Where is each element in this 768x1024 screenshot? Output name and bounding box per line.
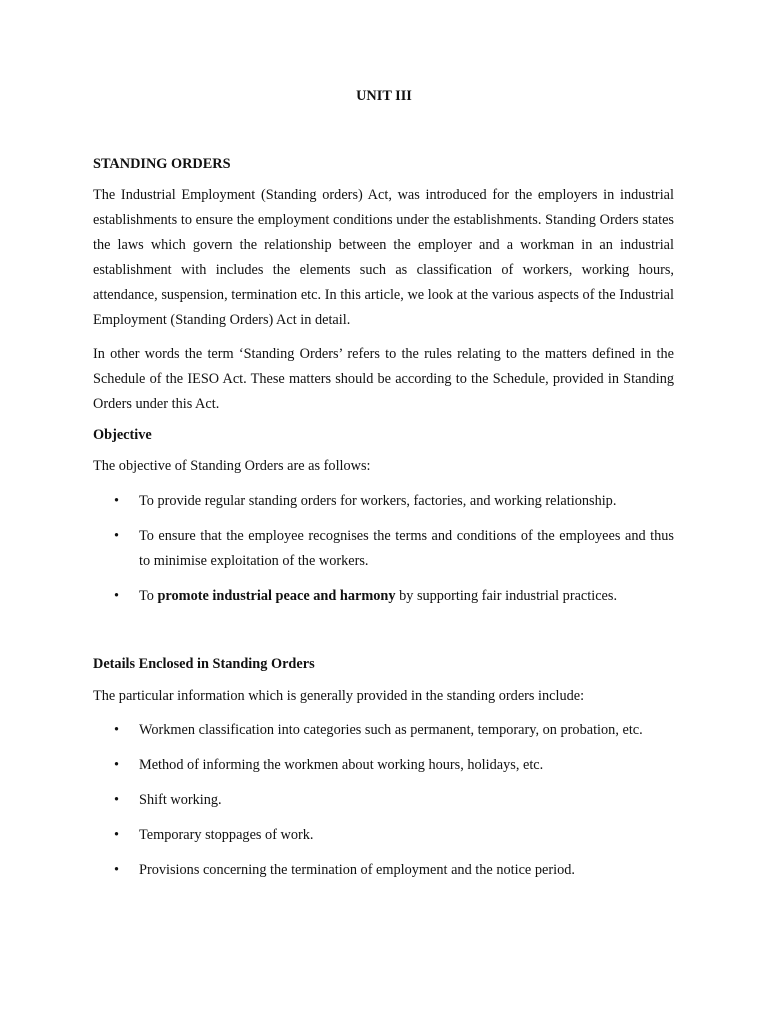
bullet-icon: • bbox=[114, 792, 120, 808]
list-item-emphasis: promote industrial peace and harmony bbox=[157, 588, 396, 604]
details-list bbox=[93, 718, 674, 883]
unit-title: UNIT III bbox=[356, 88, 412, 104]
list-item bbox=[93, 524, 674, 574]
list-item-text: Provisions concerning the termination of employment and the notice period. bbox=[139, 862, 575, 878]
list-item-text: Temporary stoppages of work. bbox=[139, 827, 314, 843]
list-item-text: Workmen classification into categories such as permanent, temporary, on probation, etc. bbox=[139, 722, 643, 738]
bullet-icon: • bbox=[114, 722, 120, 738]
bullet-icon: • bbox=[114, 528, 120, 544]
list-item-text: Method of informing the workmen about working hours, holidays, etc. bbox=[139, 757, 544, 773]
list-item bbox=[93, 823, 674, 848]
details-intro: The particular information which is generally provided in the standing orders include: bbox=[93, 688, 585, 704]
list-item-text: Shift working. bbox=[139, 792, 222, 808]
intro-paragraph: The Industrial Employment (Standing orders) Act, was introduced for the employers in industrial establishments to ensure the employment conditions under the establishments. Standing Orders states the laws which govern the relationship between the employer and a workman in an industrial establishment with includes the elements such as classification of workers, working hours, attendance, suspension, termination etc. In this article, we look at the various aspects of the Industrial Employment (Standing Orders) Act in detail. bbox=[93, 187, 674, 328]
details-heading: Details Enclosed in Standing Orders bbox=[93, 656, 315, 672]
list-item-prefix: To bbox=[139, 588, 158, 604]
list-item-text: To ensure that the employee recognises the terms and conditions of the employees and thus to minimise exploitation of the workers. bbox=[139, 528, 674, 569]
list-item-text bbox=[139, 588, 617, 604]
bullet-icon: • bbox=[114, 827, 120, 843]
list-item bbox=[93, 718, 674, 743]
list-item bbox=[93, 858, 674, 883]
list-item bbox=[93, 753, 674, 778]
bullet-icon: • bbox=[114, 588, 120, 604]
objective-list bbox=[93, 489, 674, 609]
document-body bbox=[93, 154, 674, 883]
objective-heading: Objective bbox=[93, 427, 152, 443]
list-item bbox=[93, 489, 674, 514]
list-item-suffix: by supporting fair industrial practices. bbox=[395, 588, 618, 604]
definition-paragraph: In other words the term ‘Standing Orders’ refers to the rules relating to the matters defined in the Schedule of the IESO Act. These matters should be according to the Schedule, provided in Standing Orders under this Act. bbox=[93, 346, 674, 412]
bullet-icon: • bbox=[114, 493, 120, 509]
bullet-icon: • bbox=[114, 862, 120, 878]
list-item-text: To provide regular standing orders for workers, factories, and working relationship. bbox=[139, 493, 617, 509]
list-item bbox=[93, 584, 674, 609]
objective-intro: The objective of Standing Orders are as follows: bbox=[93, 458, 371, 474]
bullet-icon: • bbox=[114, 757, 120, 773]
list-item bbox=[93, 788, 674, 813]
section-title: STANDING ORDERS bbox=[93, 156, 231, 172]
